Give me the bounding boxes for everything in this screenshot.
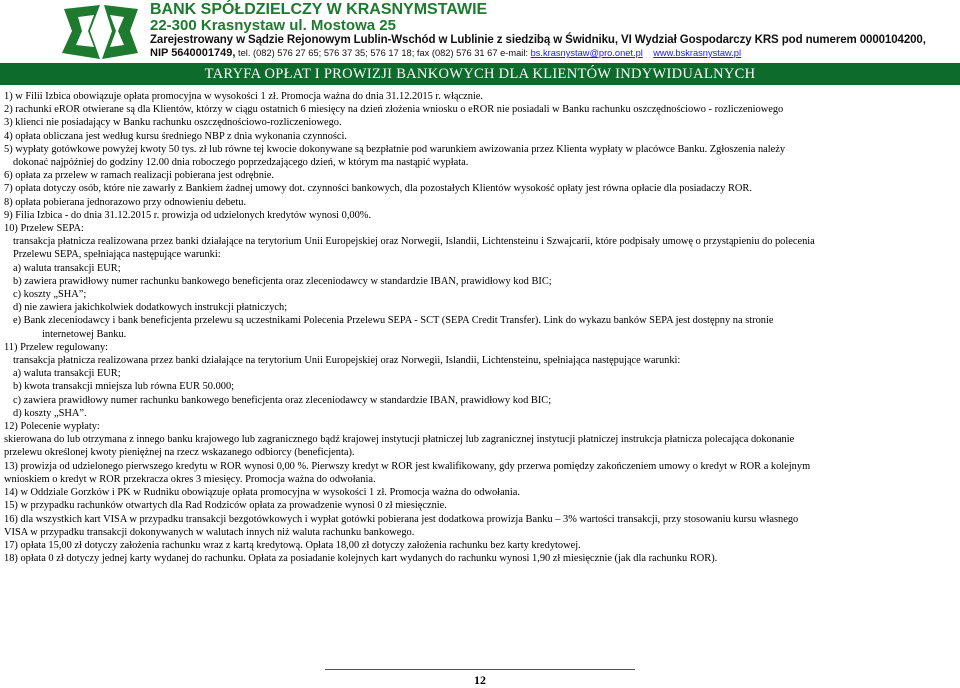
bank-name: BANK SPÓŁDZIELCZY W KRASNYMSTAWIE <box>150 1 488 18</box>
note-17: 17) opłata 15,00 zł dotyczy założenia rachunku wraz z kartą kredytową. Opłata 18,00 zł dotyczy założenia rachunku bez karty kredytowej. <box>4 539 581 551</box>
note-10-b: b) zawiera prawidłowy numer rachunku bankowego beneficjenta oraz zleceniodawcy w standardzie IBAN, prawidłowy kod BIC; <box>13 275 552 287</box>
note-8: 8) opłata pobierana jednorazowo przy odnowieniu debetu. <box>4 196 247 208</box>
note-13-cont: wnioskiem o kredyt w ROR przekracza okres 3 miesięcy. Promocja ważna do odwołania. <box>4 473 376 485</box>
note-11-b: b) kwota transakcji mniejsza lub równa EUR 50.000; <box>13 381 235 393</box>
note-10-title: 10) Przelew SEPA: <box>4 223 84 235</box>
footer-divider <box>325 669 635 670</box>
note-5-cont: dokonać najpóźniej do godziny 12.00 dnia roboczego poprzedzającego dzień, w którym ma nastąpić wypłata. <box>13 157 469 169</box>
note-10-desc-cont: Przelewu SEPA, spełniająca następujące warunki: <box>13 249 221 261</box>
note-12-desc: skierowana do lub otrzymana z innego banku krajowego lub zagranicznego bądź krajowej instytucji płatniczej lub zagranicznej instytucji płatniczej instrukcja płatnicza polecająca dokonanie <box>4 434 795 446</box>
note-3: 3) klienci nie posiadający w Banku rachunku oszczędnościowo-rozliczeniowego. <box>4 117 342 129</box>
note-11-desc: transakcja płatnicza realizowana przez banki działające na terytorium Unii Europejskiej oraz Norwegii, Islandii, Lichtensteinu, spełniająca następujące warunki: <box>13 355 681 367</box>
note-10-e: e) Bank zleceniodawcy i bank beneficjenta przelewu są uczestnikami Polecenia Przelewu SEPA - SCT (SEPA Credit Transfer). Link do wykazu banków SEPA jest dostępny na stronie <box>13 315 774 327</box>
phone-numbers: tel. (082) 576 27 65; 576 37 35; 576 17 18; fax (082) 576 31 67 e-mail: <box>235 48 531 58</box>
note-14: 14) w Oddziale Gorzków i PK w Rudniku obowiązuje opłata promocyjna w wysokości 1 zł. Promocja ważna do odwołania. <box>4 487 520 499</box>
note-11-d: d) koszty „SHA”. <box>13 407 87 419</box>
email-link[interactable]: bs.krasnystaw@pro.onet.pl <box>530 48 643 58</box>
note-10-desc: transakcja płatnicza realizowana przez banki działające na terytorium Unii Europejskiej oraz Norwegii, Islandii, Lichtensteinu i Szwajcarii, które podpisały umowę o przystąpieniu do polecenia <box>13 236 815 248</box>
note-2: 2) rachunki eROR otwierane są dla Klientów, którzy w ciągu ostatnich 6 miesięcy na dzień złożenia wniosku o eROR nie posiadali w Banku rachunku oszczędnościowo - rozliczeniowego <box>4 104 784 116</box>
contact-line <box>150 47 741 59</box>
note-16: 16) dla wszystkich kart VISA w przypadku transakcji bezgotówkowych i wypłat gotówki pobierana jest dodatkowa prowizja Banku – 3% wartości transakcji, przy stosowaniu kursu własnego <box>4 513 799 525</box>
page-number: 12 <box>474 673 486 687</box>
title-banner <box>0 63 960 85</box>
note-10-d: d) nie zawiera jakichkolwiek dodatkowych instrukcji płatniczych; <box>13 302 288 314</box>
bank-logo-icon <box>60 1 140 61</box>
note-9: 9) Filia Izbica - do dnia 31.12.2015 r. prowizja od udzielonych kredytów wynosi 0,00%. <box>4 209 372 221</box>
banner-title: TARYFA OPŁAT I PROWIZJI BANKOWYCH DLA KLIENTÓW INDYWIDUALNYCH <box>204 66 756 82</box>
note-13: 13) prowizja od udzielonego pierwszego kredytu w ROR wynosi 0,00 %. Pierwszy kredyt w ROR jest kwalifikowany, gdy przerwa pomiędzy zakończeniem umowy o kredyt w ROR a kolejnym <box>4 460 811 472</box>
note-1: 1) w Filii Izbica obowiązuje opłata promocyjna w wysokości 1 zł. Promocja ważna do dnia 31.12.2015 r. włącznie. <box>4 91 483 102</box>
letterhead <box>0 0 960 62</box>
note-18: 18) opłata 0 zł dotyczy jednej karty wydanej do rachunku. Opłata za posiadanie kolejnych kart wydanych do rachunku wynosi 1,90 zł miesięcznie (jak dla rachunku ROR). <box>4 553 718 565</box>
note-10-c: c) koszty „SHA”; <box>13 289 87 301</box>
note-10-e-cont: internetowej Banku. <box>42 328 127 340</box>
note-10-a: a) waluta transakcji EUR; <box>13 262 121 274</box>
note-11-c: c) zawiera prawidłowy numer rachunku bankowego beneficjenta oraz zleceniodawcy w standardzie IBAN, prawidłowy kod BIC; <box>13 394 552 406</box>
website-link[interactable]: www.bskrasnystaw.pl <box>653 48 742 58</box>
bank-registration: Zarejestrowany w Sądzie Rejonowym Lublin-Wschód w Lublinie z siedzibą w Świdniku, VI Wydział Gospodarczy KRS pod numerem 0000104200, <box>150 34 926 46</box>
note-11-a: a) waluta transakcji EUR; <box>13 368 121 380</box>
note-4: 4) opłata obliczana jest według kursu średniego NBP z dnia wykonania czynności. <box>4 130 347 142</box>
note-12-title: 12) Polecenie wypłaty: <box>4 421 100 433</box>
bank-address: 22-300 Krasnystaw ul. Mostowa 25 <box>150 17 396 34</box>
note-6: 6) opłata za przelew w ramach realizacji pobierana jest odrębnie. <box>4 170 275 182</box>
note-7: 7) opłata dotyczy osób, które nie zawarły z Bankiem żadnej umowy dot. czynności bankowych, dla pozostałych Klientów wysokość opłaty jest równa opłacie dla posiadaczy ROR. <box>4 183 752 195</box>
note-12-desc-cont: przelewu określonej kwoty pieniężnej na rzecz wskazanego odbiorcy (beneficjenta). <box>4 447 355 459</box>
nip-number: NIP 5640001749, <box>150 47 236 59</box>
note-16-cont: VISA w przypadku transakcji dokonywanych w walutach innych niż waluta rachunku bankowego. <box>4 526 415 538</box>
note-5: 5) wypłaty gotówkowe powyżej kwoty 50 tys. zł lub równe tej kwocie dokonywane są bezpłatnie pod warunkiem awizowania przez Klienta wypłaty w placówce Banku. Zgłoszenia należy <box>4 143 786 155</box>
footnotes <box>4 90 954 565</box>
note-15: 15) w przypadku rachunków otwartych dla Rad Rodziców opłata za prowadzenie wynosi 0 zł miesięcznie. <box>4 500 447 512</box>
note-11-title: 11) Przelew regulowany: <box>4 341 109 353</box>
